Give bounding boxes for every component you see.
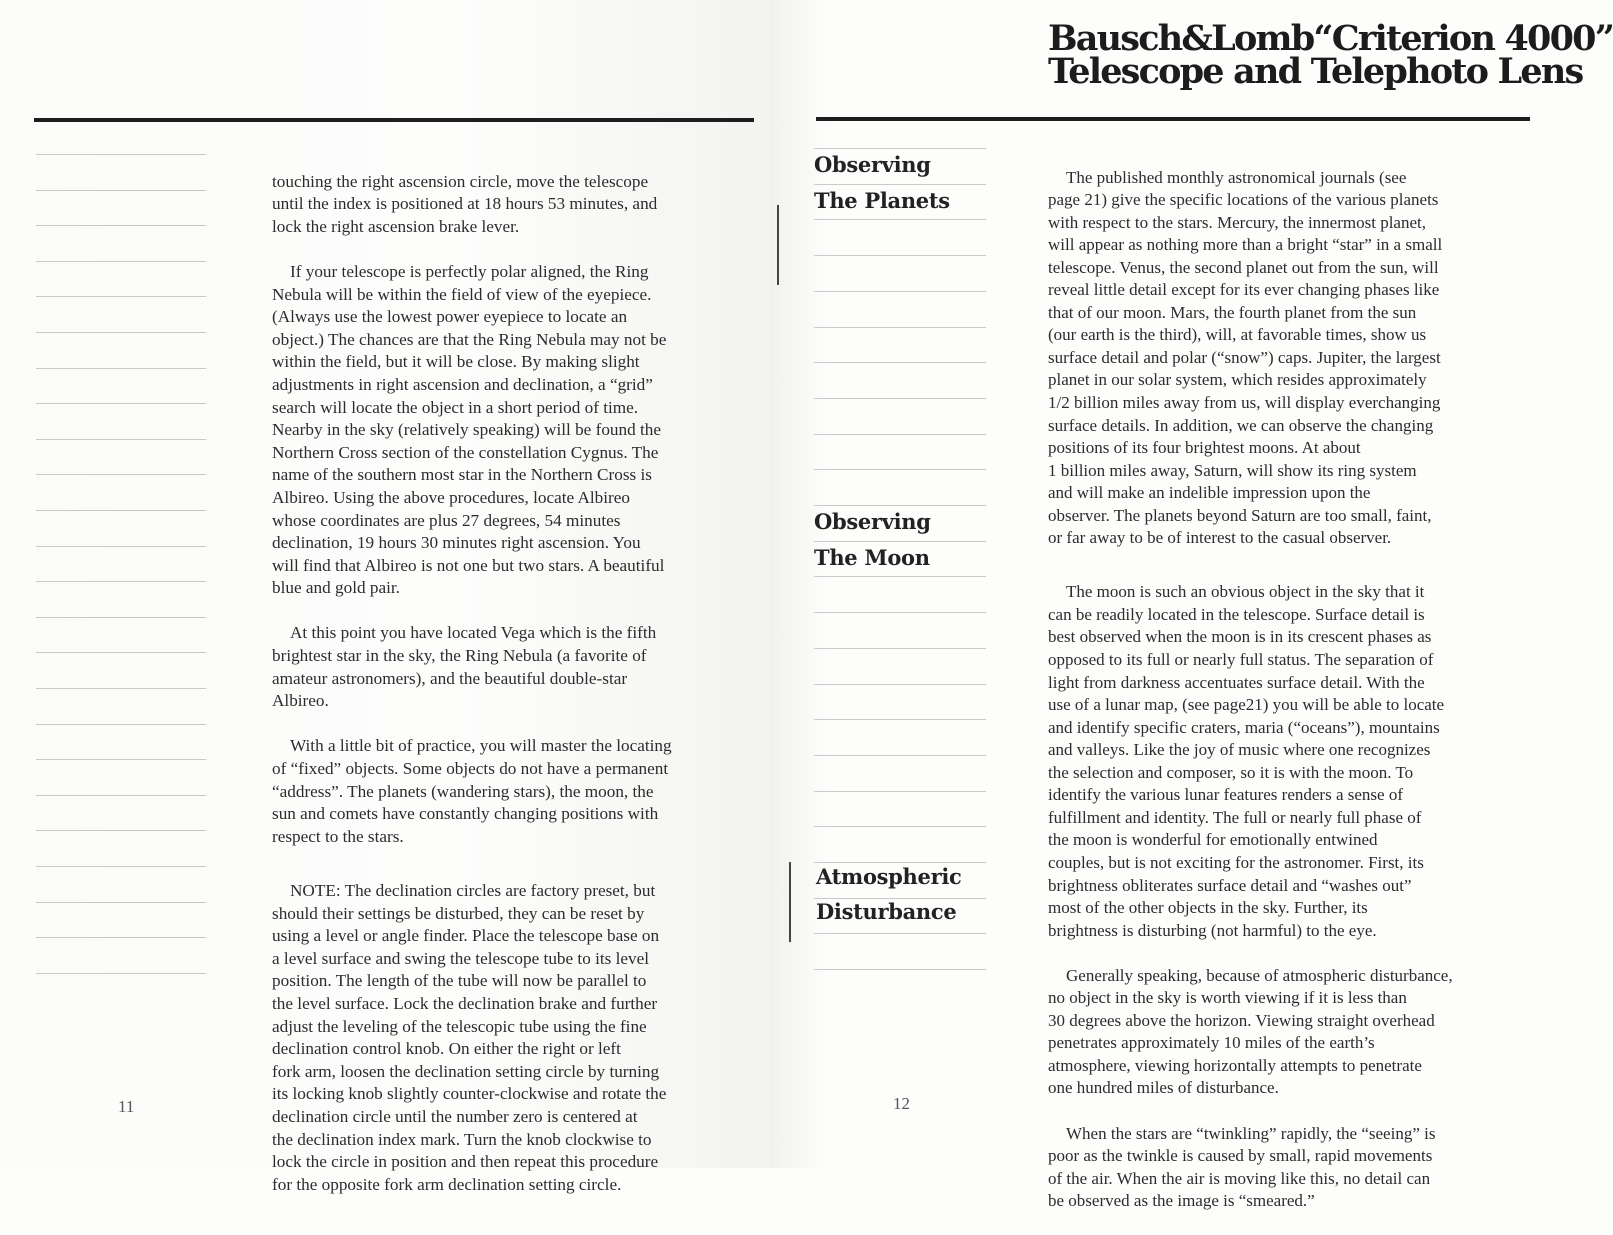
section-atmospheric-2: Disturbance: [816, 899, 957, 924]
left-margin-line-20: [36, 830, 206, 831]
left-paragraph-2: If your telescope is perfectly polar aligned, the Ring Nebula will be within the field of view of the eyepiece. (Always use the lowest power eyepiece to locate an object.) The chances are that the Ring Nebula may not be within the field, but it will be close. By making slight adjustments in right ascension and declination, a “grid” search will locate the object in a short period of time. Nearby in the sky (relatively speaking) will be found the Northern Cross section of the constellation Cygnus. The name of the southern most star in the Northern Cross is Albireo. Using the above procedures, locate Albireo whose coordinates are plus 27 degrees, 54 minutes declination, 19 hours 30 minutes right ascension. You will find that Albireo is not one but two stars. A beautiful blue and gold pair.: [272, 261, 667, 598]
left-margin-line-15: [36, 652, 206, 653]
right-margin-line-18: [814, 755, 986, 756]
right-margin-line-2: [814, 184, 986, 185]
right-paragraph-1: The published monthly astronomical journals (see page 21) give the specific locations of the various planets with respect to the stars. Mercury, the innermost planet, will appear as nothing more than a bright “star” in a small telescope. Venus, the second planet out from the sun, will reveal little detail except for its ever changing phases like that of our moon. Mars, the fourth planet from the sun (our earth is the third), will, at favorable times, show us surface detail and polar (“snow”) caps. Jupiter, the largest planet in our solar system, which resides approximately 1/2 billion miles away from us, will display everchanging surface details. In addition, we can observe the changing positions of its four brightest moons. At about 1 billion miles away, Saturn, will show its ring system and will make an indelible impression upon the observer. The planets beyond Saturn are too small, faint, or far away to be of interest to the casual observer.: [1048, 167, 1443, 548]
right-paragraph-4: When the stars are “twinkling” rapidly, the “seeing” is poor as the twinkle is caused by small, rapid movements of the air. When the air is moving like this, no detail can be observed as the image is “smeared.”: [1048, 1123, 1436, 1211]
right-body-text: [1048, 144, 1532, 1235]
left-margin-line-13: [36, 581, 206, 582]
right-margin-line-12: [814, 541, 986, 542]
right-margin-line-6: [814, 327, 986, 328]
page-title: [1048, 18, 1613, 92]
left-paragraph-1: touching the right ascension circle, move the telescope until the index is positioned at 18 hours 53 minutes, and lock the right ascension brake lever.: [272, 171, 658, 236]
left-margin-line-12: [36, 546, 206, 547]
right-paragraph-3: Generally speaking, because of atmospheric disturbance, no object in the sky is worth viewing if it is less than 30 degrees above the horizon. Viewing straight overhead penetrates approximately 10 miles of the earth’s atmosphere, viewing horizontally attempts to penetrate one hundred miles of disturbance.: [1048, 965, 1453, 1098]
right-top-rule: [816, 117, 1530, 121]
right-margin-line-10: [814, 469, 986, 470]
left-margin-line-18: [36, 759, 206, 760]
left-margin-line-4: [36, 261, 206, 262]
left-margin-line-23: [36, 937, 206, 938]
left-paragraph-5: NOTE: The declination circles are factory preset, but should their settings be disturbed, they can be reset by using a level or angle finder. Place the telescope base on a level surface and swing the telescope tube to its level position. The length of the tube will now be parallel to the level surface. Lock the declination brake and further adjust the leveling of the telescopic tube using the fine declination control knob. On either the right or left fork arm, loosen the declination setting circle by turning its locking knob slightly counter-clockwise and rotate the declination circle until the number zero is centered at the declination index mark. Turn the knob clockwise to lock the circle in position and then repeat this procedure for the opposite fork arm declination setting circle.: [272, 881, 667, 1194]
left-margin-line-17: [36, 724, 206, 725]
section-observing-moon-2: The Moon: [814, 545, 930, 570]
left-margin-line-5: [36, 296, 206, 297]
binding-mark-top: [777, 205, 779, 285]
left-paragraph-4: With a little bit of practice, you will master the locating of “fixed” objects. Some objects do not have a permanent “address”. The planets (wandering stars), the moon, the sun and comets have constantly changing positions with respect to the stars.: [272, 736, 672, 846]
section-observing-planets-2: The Planets: [814, 188, 950, 213]
binding-mark-bottom: [789, 862, 791, 942]
left-margin-line-19: [36, 795, 206, 796]
section-atmospheric-1: Atmospheric: [816, 864, 962, 889]
right-margin-line-4: [814, 255, 986, 256]
section-observing-planets-1: Observing: [814, 152, 931, 177]
left-top-rule: [34, 118, 754, 122]
right-margin-line-16: [814, 684, 986, 685]
left-margin-line-8: [36, 403, 206, 404]
right-margin-line-3: [814, 219, 986, 220]
left-body-text: [272, 148, 762, 1219]
right-margin-line-9: [814, 434, 986, 435]
right-margin-line-14: [814, 612, 986, 613]
left-margin-line-24: [36, 973, 206, 974]
right-margin-line-7: [814, 362, 986, 363]
right-paragraph-2: The moon is such an obvious object in the sky that it can be readily located in the telescope. Surface detail is best observed when the moon is in its crescent phases as opposed to its full or nearly full status. The separation of light from darkness accentuates surface detail. With the use of a lunar map, (see page21) you will be able to locate and identify specific craters, maria (“oceans”), mountains and valleys. Like the joy of music where one recognizes the selection and composer, so it is with the moon. To identify the various lunar features renders a sense of fulfillment and identity. The full or nearly full phase of the moon is wonderful for emotionally entwined couples, but is not exciting for the astronomer. First, its brightness obliterates surface detail and “washes out” most of the other objects in the sky. Further, its brightness is disturbing (not harmful) to the eye.: [1048, 582, 1445, 940]
right-margin-line-11: [814, 505, 986, 506]
right-margin-line-17: [814, 719, 986, 720]
left-margin-line-9: [36, 439, 206, 440]
left-margin-line-10: [36, 474, 206, 475]
left-margin-line-16: [36, 688, 206, 689]
title-line-2: Telescope and Telephoto Lens: [1048, 51, 1583, 92]
left-margin-line-11: [36, 510, 206, 511]
right-page-number: 12: [893, 1094, 910, 1113]
left-page-number: 11: [118, 1097, 135, 1116]
right-margin-line-15: [814, 648, 986, 649]
right-margin-line-1: [814, 148, 986, 149]
right-margin-line-8: [814, 398, 986, 399]
right-margin-line-21: [814, 862, 986, 863]
left-paragraph-3: At this point you have located Vega which is the fifth brightest star in the sky, the Ring Nebula (a favorite of amateur astronomers), and the beautiful double-star Albireo.: [272, 623, 657, 711]
right-margin-line-23: [814, 933, 986, 934]
section-observing-moon-1: Observing: [814, 509, 931, 534]
right-margin-line-13: [814, 576, 986, 577]
title-line-1: Bausch&Lomb“Criterion 4000”: [1048, 18, 1613, 59]
left-margin-line-6: [36, 332, 206, 333]
left-margin-line-22: [36, 902, 206, 903]
left-margin-line-7: [36, 368, 206, 369]
left-margin-line-21: [36, 866, 206, 867]
right-margin-line-20: [814, 826, 986, 827]
right-margin-line-5: [814, 291, 986, 292]
right-margin-line-19: [814, 791, 986, 792]
left-margin-line-3: [36, 225, 206, 226]
left-margin-line-2: [36, 190, 206, 191]
left-margin-line-1: [36, 154, 206, 155]
left-margin-line-14: [36, 617, 206, 618]
right-margin-line-24: [814, 969, 986, 970]
